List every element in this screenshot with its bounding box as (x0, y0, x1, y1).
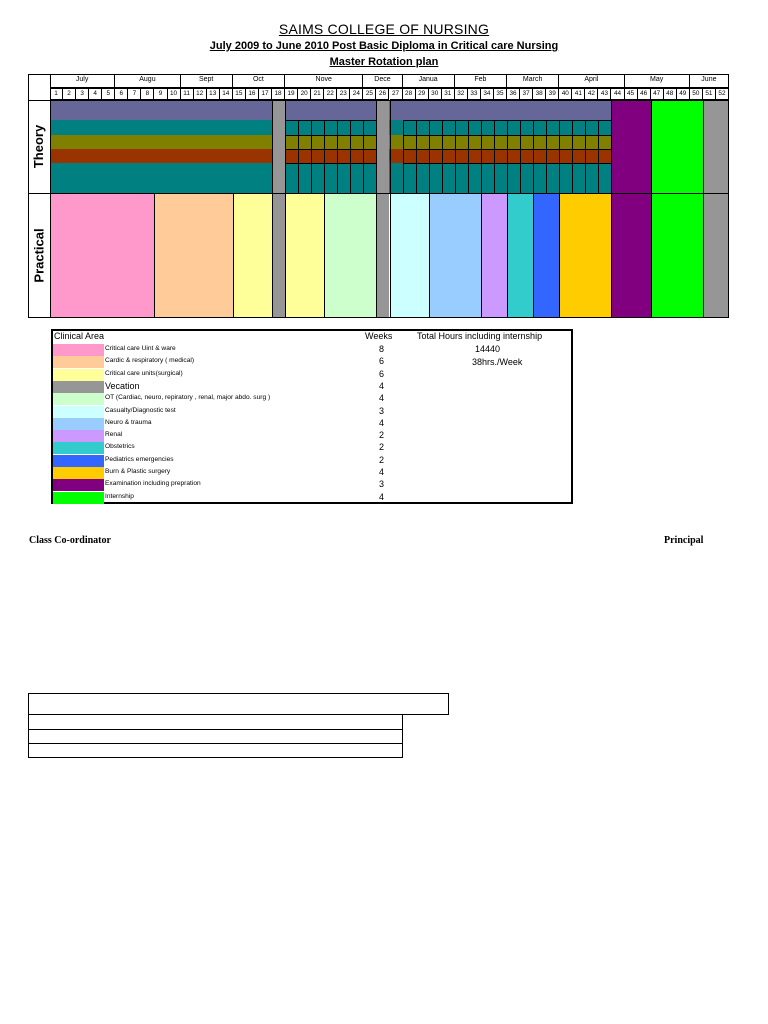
week-number: 38 (533, 88, 546, 100)
week-number: 36 (507, 88, 520, 100)
legend-swatch (53, 356, 104, 368)
empty-box (28, 744, 403, 758)
grid-line (272, 100, 273, 193)
empty-box (28, 715, 403, 730)
week-number: 13 (207, 88, 220, 100)
grid-line (507, 120, 508, 193)
legend-row (53, 492, 571, 504)
internship-block (651, 100, 703, 193)
pediatrics-block (533, 193, 559, 317)
month-header: Augu (115, 74, 180, 88)
legend-weeks: 3 (379, 479, 385, 490)
theory-row-label (28, 100, 50, 193)
week-number: 20 (298, 88, 311, 100)
legend-total-hours: 14440 (475, 344, 501, 354)
cardio-respiratory-block (154, 193, 232, 317)
week-number: 18 (272, 88, 285, 100)
theory-label: Theory (31, 124, 47, 169)
legend-weeks: 2 (379, 454, 385, 465)
vacation-block (376, 100, 389, 193)
grid-line (285, 163, 376, 164)
week-number: 29 (416, 88, 429, 100)
college-name: SAIMS COLLEGE OF NURSING (278, 21, 490, 37)
week-number: 15 (233, 88, 246, 100)
grid-line (285, 120, 376, 121)
grid-line (403, 120, 404, 193)
week-number: 22 (324, 88, 337, 100)
grid-line (403, 135, 612, 136)
month-header: July (50, 74, 115, 88)
legend-swatch (53, 393, 104, 405)
legend-header-weeks: Weeks (365, 331, 393, 341)
theory-band (50, 163, 611, 193)
ot-block (324, 193, 376, 317)
frame-line (28, 193, 729, 194)
legend-area-name: Internship (105, 492, 134, 500)
renal-block (481, 193, 507, 317)
vacation-block (703, 193, 729, 317)
month-header: Dece (363, 74, 402, 88)
grid-line (455, 120, 456, 193)
theory-band (50, 100, 611, 120)
grid-line (272, 193, 273, 317)
week-number: 12 (194, 88, 207, 100)
month-header: March (507, 74, 559, 88)
legend-weeks: 2 (379, 430, 385, 441)
legend-weeks: 4 (379, 467, 385, 477)
month-header: Sept (181, 74, 233, 88)
week-number: 42 (585, 88, 598, 100)
month-header: Nove (285, 74, 363, 88)
grid-line (285, 149, 376, 150)
frame-line (50, 88, 729, 89)
legend-swatch (53, 455, 104, 467)
week-number: 21 (311, 88, 324, 100)
principal-label: Principal (664, 535, 704, 546)
legend-row (53, 393, 571, 405)
grid-line (324, 193, 325, 317)
week-number: 49 (677, 88, 690, 100)
rotation-plan-grid (28, 74, 729, 317)
week-number: 30 (429, 88, 442, 100)
practical-row-label (28, 193, 50, 317)
legend-row (53, 344, 571, 356)
month-header: Oct (233, 74, 285, 88)
grid-line (598, 120, 599, 193)
week-number: 52 (716, 88, 729, 100)
legend-row (53, 356, 571, 368)
grid-line (533, 120, 534, 193)
grid-line (311, 120, 312, 193)
plan-title: Master Rotation plan (329, 56, 439, 68)
legend-row (53, 455, 571, 467)
week-number: 17 (259, 88, 272, 100)
frame-line (728, 74, 729, 318)
grid-line (233, 193, 234, 317)
surgical-block (285, 193, 324, 317)
grid-line (481, 120, 482, 193)
legend-swatch (53, 479, 104, 491)
week-number: 27 (390, 88, 403, 100)
legend-per-week: 38hrs./Week (472, 357, 523, 367)
surgical-block (233, 193, 272, 317)
legend-area-name: Examination including prepration (105, 480, 201, 488)
grid-line (703, 193, 704, 317)
legend-row (53, 442, 571, 454)
week-number: 8 (141, 88, 154, 100)
week-number: 40 (559, 88, 572, 100)
legend-area-name: Renal (105, 431, 123, 439)
week-number: 32 (455, 88, 468, 100)
grid-line (403, 163, 612, 164)
grid-line (403, 120, 612, 121)
frame-line (28, 100, 729, 101)
legend-weeks: 2 (379, 442, 385, 453)
grid-line (337, 120, 338, 193)
legend-weeks: 6 (379, 368, 385, 379)
grid-line (559, 193, 560, 317)
week-number: 26 (376, 88, 389, 100)
week-number: 35 (494, 88, 507, 100)
grid-line (285, 193, 286, 317)
legend-area-name: OT (Cardiac, neuro, repiratory , renal, major abdo. surg ) (105, 394, 271, 402)
grid-line (285, 135, 376, 136)
empty-box (28, 693, 449, 715)
week-number: 43 (598, 88, 611, 100)
week-number: 24 (350, 88, 363, 100)
vacation-block (272, 100, 285, 193)
internship-block (651, 193, 703, 317)
legend-row (53, 418, 571, 430)
week-number: 3 (76, 88, 89, 100)
vacation-block (272, 193, 285, 317)
week-number: 31 (442, 88, 455, 100)
frame-line (50, 74, 51, 318)
month-header: May (625, 74, 690, 88)
week-number: 9 (154, 88, 167, 100)
legend-row (53, 467, 571, 479)
week-number: 5 (102, 88, 115, 100)
grid-line (376, 100, 377, 193)
week-number: 6 (115, 88, 128, 100)
grid-line (546, 120, 547, 193)
grid-line (416, 120, 417, 193)
week-number: 51 (703, 88, 716, 100)
legend-row (53, 479, 571, 491)
grid-line (429, 120, 430, 193)
month-header: April (559, 74, 624, 88)
grid-line (572, 120, 573, 193)
program-title: July 2009 to June 2010 Post Basic Diploma in Critical care Nursing (209, 40, 559, 52)
week-number: 16 (246, 88, 259, 100)
legend-weeks: 8 (379, 344, 385, 354)
grid-line (507, 193, 508, 317)
legend-area-name: Critical care units(surgical) (105, 369, 183, 377)
vacation-block (703, 100, 729, 193)
week-number: 41 (572, 88, 585, 100)
legend-weeks: 4 (379, 417, 385, 428)
empty-box (28, 730, 403, 744)
grid-line (533, 193, 534, 317)
week-number: 45 (625, 88, 638, 100)
grid-line (559, 120, 560, 193)
grid-line (285, 100, 286, 193)
grid-line (324, 120, 325, 193)
grid-line (154, 193, 155, 317)
legend-swatch (53, 430, 104, 442)
casualty-block (390, 193, 429, 317)
legend-row (53, 381, 571, 393)
week-number: 4 (89, 88, 102, 100)
week-number: 2 (63, 88, 76, 100)
week-number: 11 (181, 88, 194, 100)
week-number: 23 (337, 88, 350, 100)
week-number: 48 (664, 88, 677, 100)
burn-plastic-block (559, 193, 611, 317)
grid-line (494, 120, 495, 193)
month-header: Janua (403, 74, 455, 88)
legend-area-name: Pediatrics emergencies (105, 455, 174, 463)
week-number: 10 (168, 88, 181, 100)
month-header: June (690, 74, 729, 88)
grid-line (376, 193, 377, 317)
legend-weeks: 3 (379, 405, 385, 416)
exam-block (611, 100, 650, 193)
week-number: 33 (468, 88, 481, 100)
week-number: 14 (220, 88, 233, 100)
month-header: Feb (455, 74, 507, 88)
legend-swatch (53, 344, 104, 356)
grid-line (350, 120, 351, 193)
legend-swatch (53, 369, 104, 381)
frame-line (28, 317, 729, 318)
legend-area-name: Critical care Uint & ware (105, 345, 176, 352)
week-number: 19 (285, 88, 298, 100)
grid-line (611, 193, 612, 317)
legend-row (53, 369, 571, 381)
legend-table (51, 329, 573, 504)
grid-line (390, 193, 391, 317)
grid-line (442, 120, 443, 193)
grid-line (481, 193, 482, 317)
grid-line (703, 100, 704, 193)
obstetrics-block (507, 193, 533, 317)
legend-weeks: 4 (379, 491, 385, 502)
week-number: 50 (690, 88, 703, 100)
legend-weeks: 4 (379, 380, 385, 391)
grid-line (611, 100, 612, 193)
legend-swatch (53, 406, 104, 418)
week-number: 44 (611, 88, 624, 100)
legend-area-name: Casualty/Diagnostic test (105, 406, 176, 414)
critical-care-block (50, 193, 154, 317)
legend-swatch (53, 381, 104, 393)
legend-swatch (53, 418, 104, 430)
legend-area-name: Neuro & trauma (105, 418, 152, 426)
legend-weeks: 4 (379, 393, 385, 404)
practical-label: Practical (31, 227, 47, 283)
class-coordinator-label: Class Co-ordinator (29, 535, 111, 546)
legend-swatch (53, 442, 104, 454)
legend-area-name: Cardic & respiratory ( medical) (105, 357, 195, 365)
week-number: 34 (481, 88, 494, 100)
week-number: 46 (638, 88, 651, 100)
theory-band (50, 135, 611, 149)
week-number: 37 (520, 88, 533, 100)
grid-line (520, 120, 521, 193)
grid-line (403, 149, 612, 150)
grid-line (390, 100, 391, 193)
week-number: 25 (363, 88, 376, 100)
week-number: 28 (403, 88, 416, 100)
legend-swatch (53, 467, 104, 479)
neuro-trauma-block (429, 193, 481, 317)
week-number: 7 (128, 88, 141, 100)
legend-row (53, 430, 571, 442)
grid-line (363, 120, 364, 193)
grid-line (429, 193, 430, 317)
legend-area-name: Vecation (105, 380, 140, 391)
grid-line (298, 120, 299, 193)
grid-line (651, 193, 652, 317)
theory-band (50, 120, 611, 135)
legend-weeks: 6 (379, 356, 385, 367)
week-number: 1 (50, 88, 63, 100)
legend-area-name: Burn & Plastic surgery (105, 468, 171, 475)
week-number: 39 (546, 88, 559, 100)
grid-line (468, 120, 469, 193)
week-number: 47 (651, 88, 664, 100)
legend-row (53, 406, 571, 418)
grid-line (651, 100, 652, 193)
vacation-block (376, 193, 389, 317)
legend-swatch (53, 492, 104, 504)
frame-line (28, 74, 729, 75)
grid-line (585, 120, 586, 193)
exam-block (611, 193, 650, 317)
theory-band (50, 149, 611, 163)
legend-header-area: Clinical Area (54, 331, 105, 341)
legend-area-name: Obstetrics (105, 443, 135, 451)
legend-header-total: Total Hours including internship (417, 331, 543, 341)
